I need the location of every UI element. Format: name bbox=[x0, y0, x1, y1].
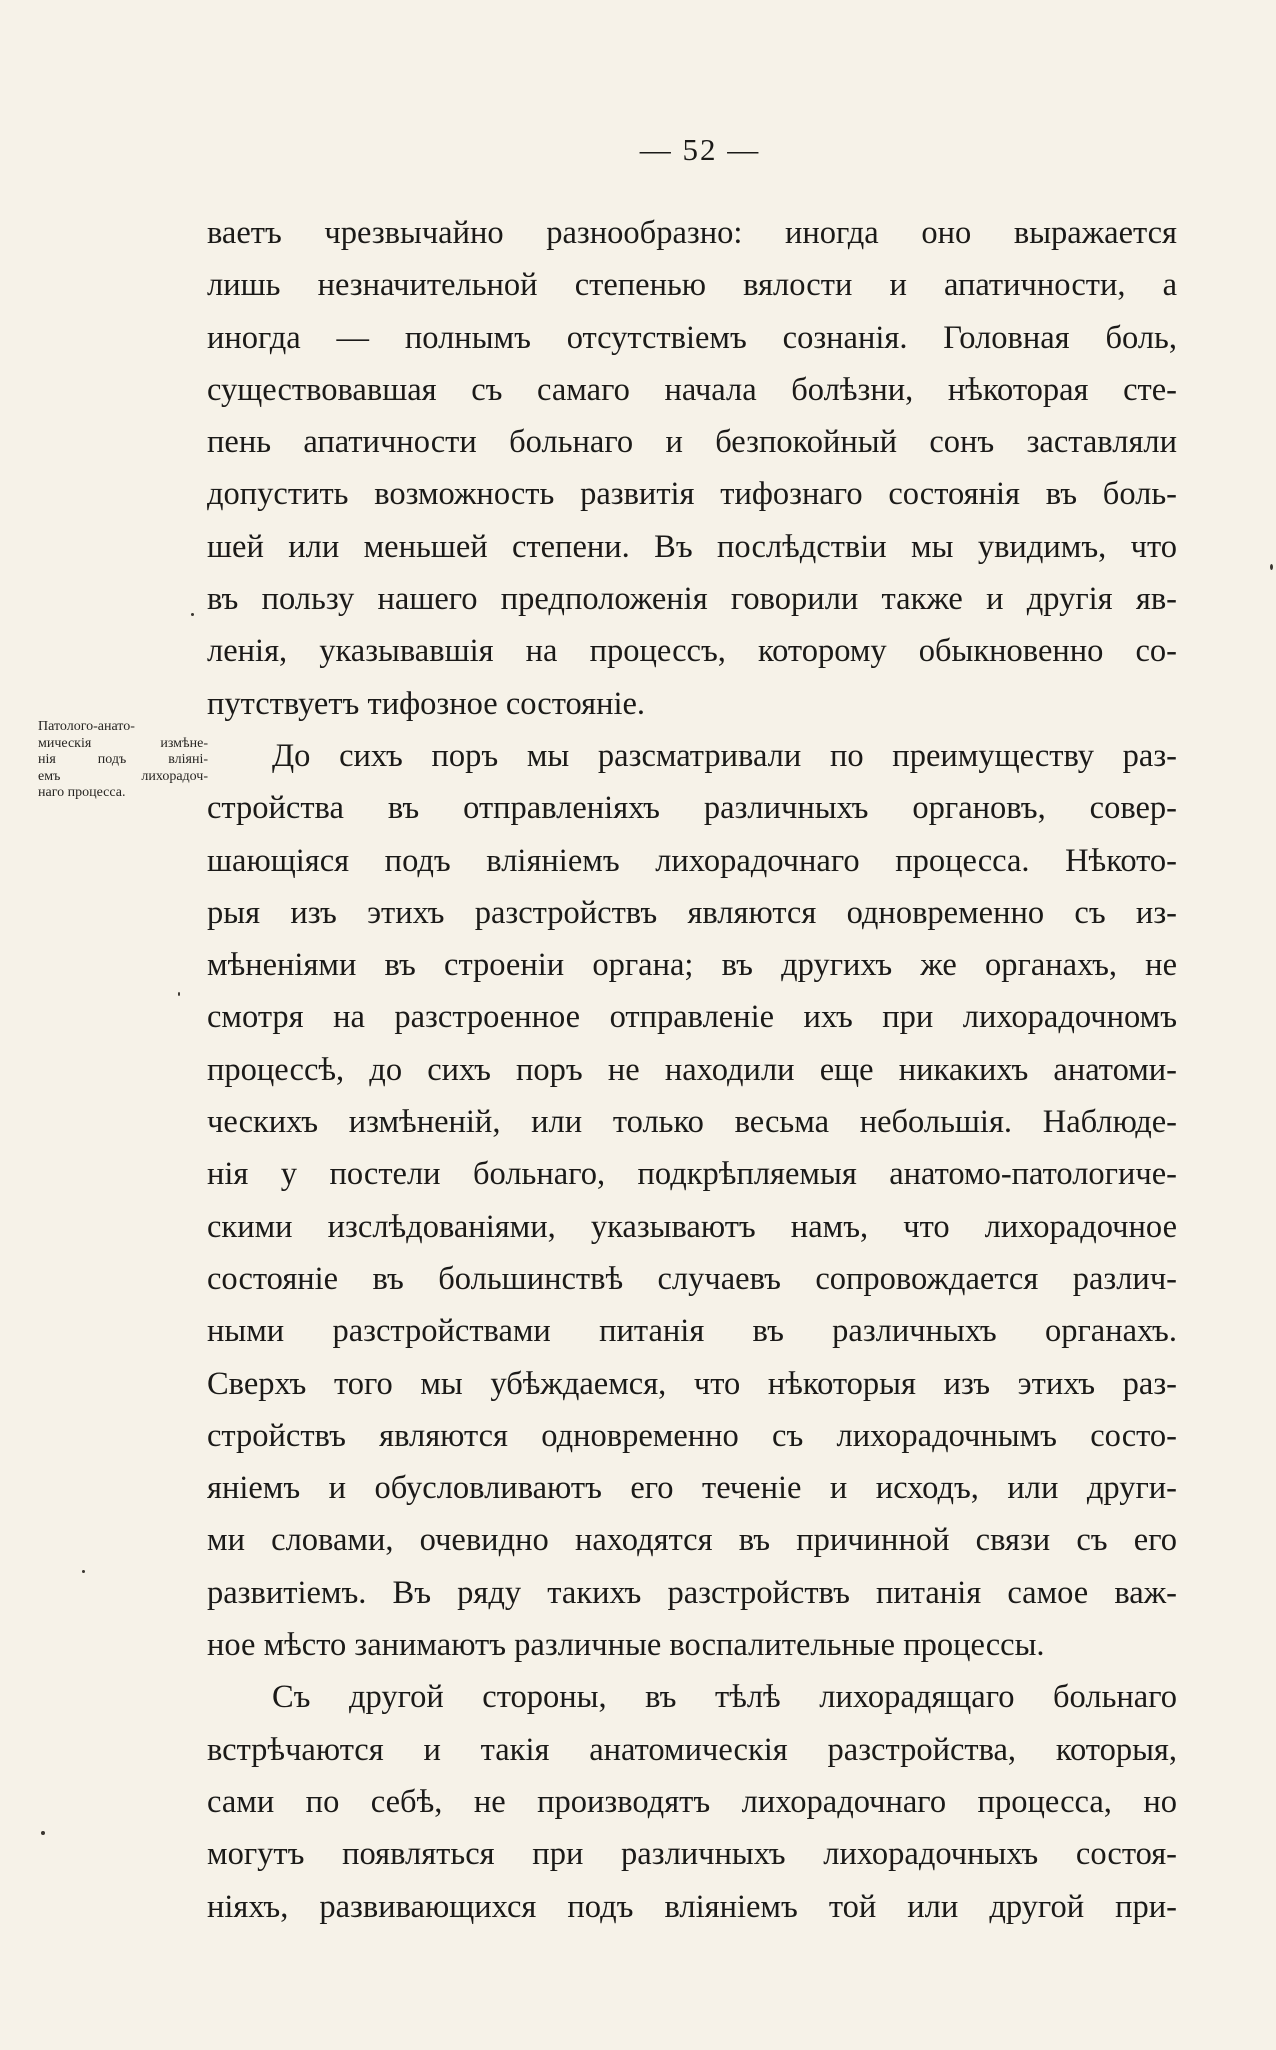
text-line: пень апатичности больнаго и безпокойный сонъ заставляли bbox=[207, 424, 1177, 461]
text-line: лишь незначительной степенью вялости и апатичности, а bbox=[207, 267, 1177, 304]
text-line: Съ другой стороны, въ тѣлѣ лихорадящаго больнаго bbox=[272, 1679, 1177, 1716]
margin-note bbox=[38, 719, 208, 802]
margin-note-line: нія подъ вліяні- bbox=[38, 752, 208, 768]
text-line: ленія, указывавшія на процессъ, которому обыкновенно со- bbox=[207, 633, 1177, 670]
print-speck bbox=[178, 992, 180, 996]
text-line: шей или меньшей степени. Въ послѣдствіи мы увидимъ, что bbox=[207, 528, 1177, 565]
margin-note-line: мическія измѣне- bbox=[38, 735, 208, 751]
text-line: нія у постели больнаго, подкрѣпляемыя анатомо-патологиче- bbox=[207, 1156, 1177, 1193]
text-line: стройства въ отправленіяхъ различныхъ органовъ, совер- bbox=[207, 790, 1177, 827]
text-line: ми словами, очевидно находятся въ причинной связи съ его bbox=[207, 1522, 1177, 1559]
text-line: яніемъ и обусловливаютъ его теченіе и исходъ, или други- bbox=[207, 1470, 1177, 1507]
page-number: — 52 — bbox=[639, 132, 761, 167]
text-line: состояніе въ большинствѣ случаевъ сопровождается различ- bbox=[207, 1260, 1177, 1297]
print-speck bbox=[191, 613, 194, 616]
print-speck bbox=[41, 1831, 45, 1835]
text-line: ными разстройствами питанія въ различныхъ органахъ. bbox=[207, 1313, 1177, 1350]
margin-note-line: наго процесса. bbox=[38, 785, 126, 801]
text-line: рыя изъ этихъ разстройствъ являются одновременно съ из- bbox=[207, 894, 1177, 931]
margin-note-line: Патолого-анато- bbox=[38, 719, 135, 734]
text-line: ніяхъ, развивающихся подъ вліяніемъ той или другой при- bbox=[207, 1888, 1177, 1925]
text-line: смотря на разстроенное отправленіе ихъ при лихорадочномъ bbox=[207, 999, 1177, 1036]
text-line: процессѣ, до сихъ поръ не находили еще никакихъ анатоми- bbox=[207, 1051, 1177, 1088]
text-line: Сверхъ того мы убѣждаемся, что нѣкоторыя изъ этихъ раз- bbox=[207, 1365, 1177, 1402]
text-line: сами по себѣ, не производятъ лихорадочнаго процесса, но bbox=[207, 1783, 1177, 1820]
body-text bbox=[207, 207, 1177, 1933]
text-line: ческихъ измѣненій, или только весьма небольшія. Наблюде- bbox=[207, 1104, 1177, 1141]
print-speck bbox=[1270, 564, 1273, 570]
text-line: ваетъ чрезвычайно разнообразно: иногда оно выражается bbox=[207, 215, 1177, 251]
print-speck bbox=[82, 1570, 85, 1573]
text-line: иногда — полнымъ отсутствіемъ сознанія. Головная боль, bbox=[207, 319, 1177, 356]
text-line: въ пользу нашего предположенія говорили также и другія яв- bbox=[207, 581, 1177, 618]
text-line: встрѣчаются и такія анатомическія разстройства, которыя, bbox=[207, 1731, 1177, 1768]
text-line: существовавшая съ самаго начала болѣзни, нѣкоторая сте- bbox=[207, 371, 1177, 408]
text-line: шающіяся подъ вліяніемъ лихорадочнаго процесса. Нѣкото- bbox=[207, 842, 1177, 879]
text-line: До сихъ поръ мы разсматривали по преимуществу раз- bbox=[272, 737, 1177, 774]
text-line: могутъ появляться при различныхъ лихорадочныхъ состоя- bbox=[207, 1836, 1177, 1873]
text-line: допустить возможность развитія тифознаго состоянія въ боль- bbox=[207, 476, 1177, 513]
text-line: стройствъ являются одновременно съ лихорадочнымъ состо- bbox=[207, 1417, 1177, 1454]
text-line: скими изслѣдованіями, указываютъ намъ, что лихорадочное bbox=[207, 1208, 1177, 1245]
margin-note-line: емъ лихорадоч- bbox=[38, 768, 208, 784]
text-line: мѣненіями въ строеніи органа; въ другихъ же органахъ, не bbox=[207, 947, 1177, 984]
text-line: развитіемъ. Въ ряду такихъ разстройствъ питанія самое важ- bbox=[207, 1574, 1177, 1611]
text-line: ное мѣсто занимаютъ различные воспалительные процессы. bbox=[207, 1627, 1045, 1664]
text-line: путствуетъ тифозное состояніе. bbox=[207, 685, 646, 722]
